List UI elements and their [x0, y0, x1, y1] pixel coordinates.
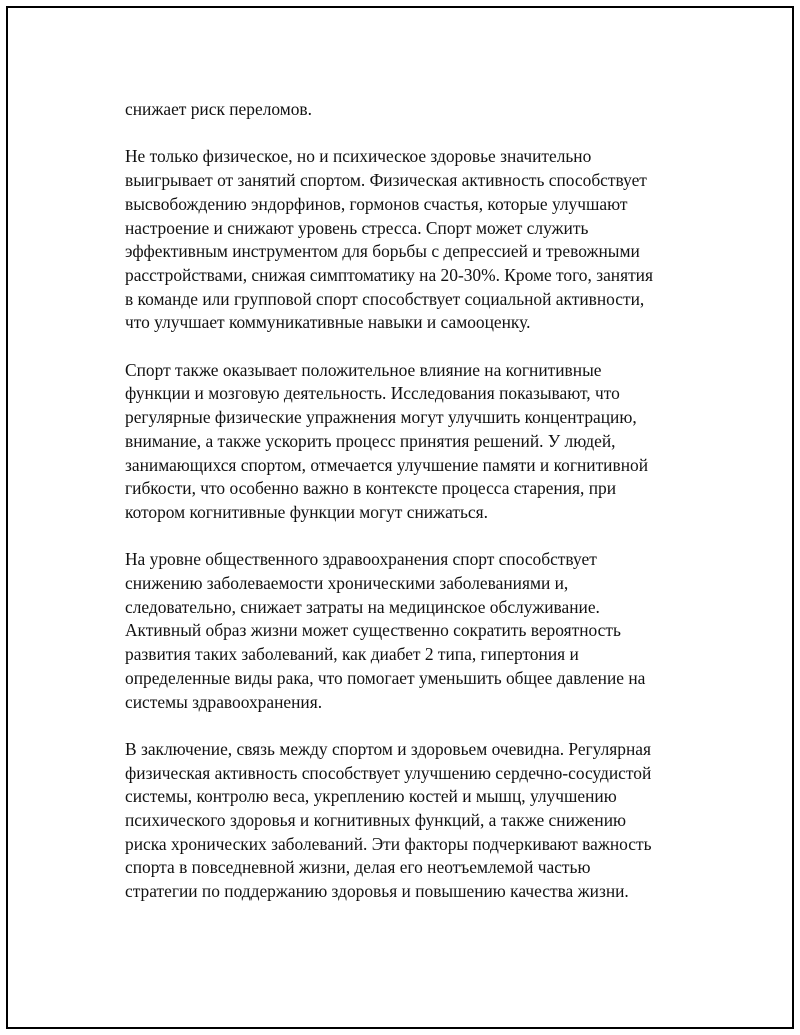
- text-line: расстройствами, снижая симптоматику на 20-30%. Кроме того, занятия: [125, 264, 653, 285]
- text-line: следовательно, снижает затраты на медицинское обслуживание.: [125, 596, 600, 617]
- text-line: В заключение, связь между спортом и здоровьем очевидна. Регулярная: [125, 738, 652, 759]
- paragraph-2: [125, 145, 705, 335]
- text-line: риска хронических заболеваний. Эти факторы подчеркивают важность: [125, 833, 652, 854]
- text-line: занимающихся спортом, отмечается улучшение памяти и когнитивной: [125, 454, 649, 475]
- text-line: регулярные физические упражнения могут улучшить концентрацию,: [125, 407, 637, 428]
- text-line: психического здоровья и когнитивных функций, а также снижению: [125, 810, 626, 831]
- document-body: [125, 98, 705, 928]
- text-line: функции и мозговую деятельность. Исследования показывают, что: [125, 383, 620, 404]
- text-line: выигрывает от занятий спортом. Физическая активность способствует: [125, 170, 647, 191]
- text-line: Спорт также оказывает положительное влияние на когнитивные: [125, 359, 602, 380]
- text-line: в команде или групповой спорт способствует социальной активности,: [125, 288, 645, 309]
- paragraph-3: [125, 359, 705, 525]
- text-line: настроение и снижают уровень стресса. Спорт может служить: [125, 217, 589, 238]
- text-line: гибкости, что особенно важно в контексте процесса старения, при: [125, 478, 617, 499]
- text-line: Не только физическое, но и психическое здоровье значительно: [125, 146, 592, 167]
- paragraph-5: [125, 738, 705, 904]
- text-line: внимание, а также ускорить процесс принятия решений. У людей,: [125, 430, 616, 451]
- text-line: развития таких заболеваний, как диабет 2 типа, гипертония и: [125, 644, 579, 665]
- text-line: стратегии по поддержанию здоровья и повышению качества жизни.: [125, 881, 629, 902]
- text-line: На уровне общественного здравоохранения спорт способствует: [125, 549, 597, 570]
- text-line: спорта в повседневной жизни, делая его неотъемлемой частью: [125, 857, 591, 878]
- text-line: высвобождению эндорфинов, гормонов счастья, которые улучшают: [125, 193, 628, 214]
- text-line: системы здравоохранения.: [125, 691, 323, 712]
- text-line: Активный образ жизни может существенно сократить вероятность: [125, 620, 621, 641]
- text-line: котором когнитивные функции могут снижаться.: [125, 501, 488, 522]
- text-line: что улучшает коммуникативные навыки и самооценку.: [125, 312, 531, 333]
- text-line: снижению заболеваемости хроническими заболеваниями и,: [125, 573, 569, 594]
- page-frame: [6, 6, 794, 1029]
- text-line: эффективным инструментом для борьбы с депрессией и тревожными: [125, 241, 640, 262]
- text-line: физическая активность способствует улучшению сердечно-сосудистой: [125, 762, 652, 783]
- paragraph-4: [125, 548, 705, 714]
- text-line: определенные виды рака, что помогает уменьшить общее давление на: [125, 667, 646, 688]
- paragraph-1: [125, 98, 705, 122]
- text-line: системы, контролю веса, укреплению костей и мышц, улучшению: [125, 786, 617, 807]
- text-line: снижает риск переломов.: [125, 99, 312, 119]
